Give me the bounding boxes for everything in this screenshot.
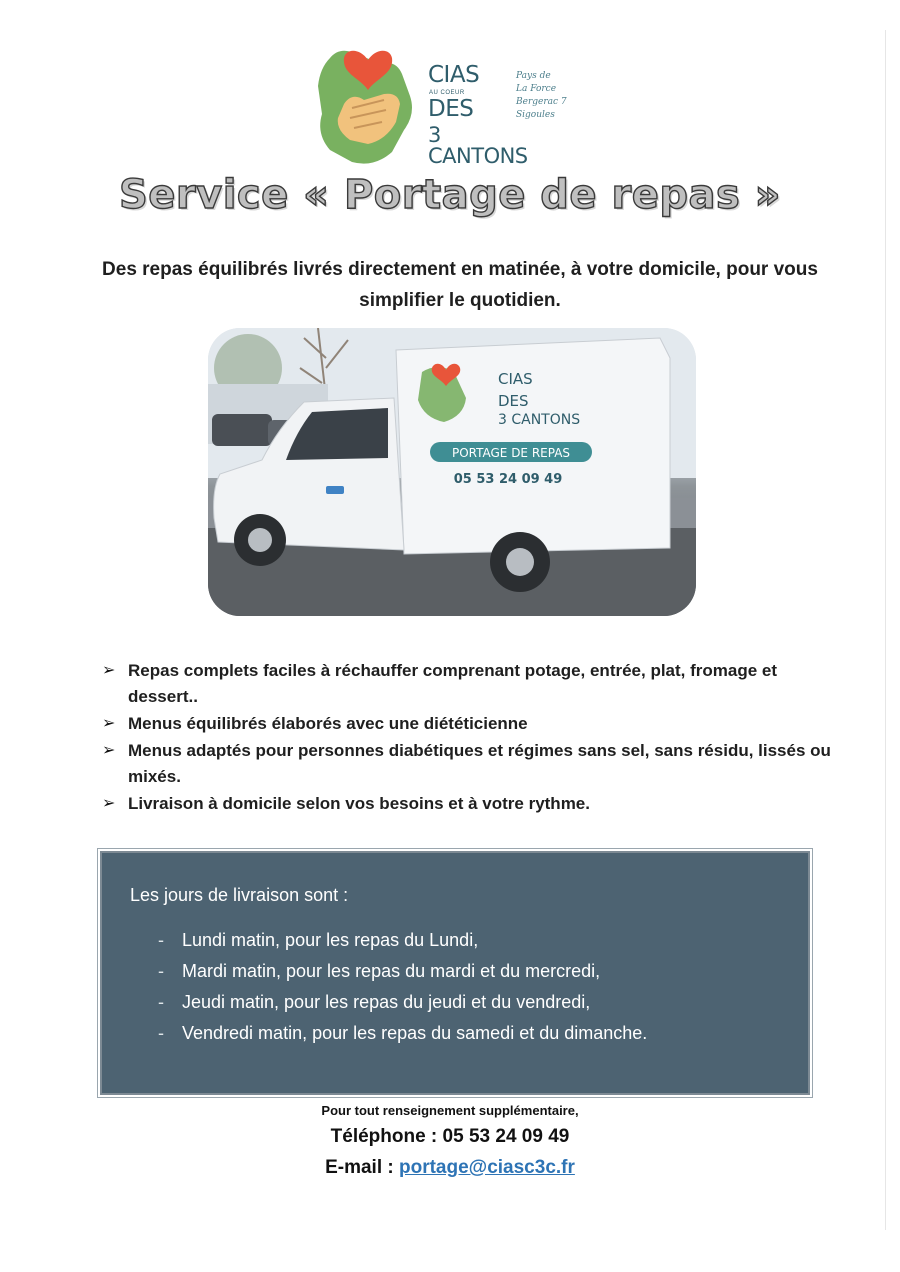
cias-logo — [312, 44, 567, 172]
arrow-bullet-icon: ➢ — [102, 795, 116, 812]
logo-small-text: AU COEUR — [429, 90, 465, 96]
logo-name-line3: 3 CANTONS — [428, 123, 528, 168]
delivery-days-box — [100, 851, 810, 1095]
arrow-bullet-icon: ➢ — [102, 742, 116, 759]
feature-item — [102, 738, 832, 790]
feature-list — [102, 658, 832, 818]
feature-text: Menus adaptés pour personnes diabétiques et régimes sans sel, sans résidu, lissés ou mixés. — [128, 741, 831, 786]
contact-intro: Pour tout renseignement supplémentaire, — [321, 1103, 579, 1118]
logo-name-line1: CIAS — [428, 62, 480, 88]
delivery-day-item: - Jeudi matin, pour les repas du jeudi et du vendredi, — [158, 987, 647, 1018]
email-link[interactable]: portage@ciasc3c.fr — [399, 1157, 575, 1178]
delivery-day-item: - Mardi matin, pour les repas du mardi et du mercredi, — [158, 956, 647, 987]
hand-heart-icon — [312, 44, 427, 172]
intro-text: Des repas équilibrés livrés directement en matinée, à votre domicile, pour vous simplifier le quotidien. — [102, 259, 818, 311]
feature-item — [102, 658, 832, 710]
feature-item — [102, 791, 832, 817]
van-sign-des: DES — [498, 392, 529, 410]
logo-name-line2: DES — [428, 96, 474, 122]
delivery-van-photo — [208, 328, 696, 616]
delivery-days-list — [158, 925, 647, 1049]
logo-territory — [516, 70, 586, 122]
territory-line: Sigoules — [516, 110, 555, 120]
feature-text: Menus équilibrés élaborés avec une diététicienne — [128, 714, 528, 733]
delivery-heading: Les jours de livraison sont : — [130, 885, 349, 905]
delivery-day-item: - Lundi matin, pour les repas du Lundi, — [158, 925, 647, 956]
territory-line: La Force — [516, 84, 557, 94]
van-phone: 05 53 24 09 49 — [453, 472, 563, 487]
page-title: Service « Portage de repas » — [118, 172, 782, 218]
arrow-bullet-icon: ➢ — [102, 715, 116, 732]
contact-email-line — [0, 1157, 900, 1179]
van-sign-cantons: 3 CANTONS — [498, 412, 581, 428]
arrow-bullet-icon: ➢ — [102, 662, 116, 679]
phone-number: 05 53 24 09 49 — [442, 1126, 570, 1147]
territory-line: Bergerac 7 — [516, 97, 567, 107]
delivery-day-item: - Vendredi matin, pour les repas du samedi et du dimanche. — [158, 1018, 647, 1049]
van-banner: PORTAGE DE REPAS — [451, 446, 571, 460]
territory-line: Pays de — [516, 71, 551, 81]
phone-label: Téléphone : — [330, 1126, 438, 1147]
contact-phone-line — [0, 1126, 900, 1148]
feature-text: Livraison à domicile selon vos besoins et à votre rythme. — [128, 794, 590, 813]
feature-item — [102, 711, 832, 737]
feature-text: Repas complets faciles à réchauffer comprenant potage, entrée, plat, fromage et dessert.. — [128, 661, 778, 706]
van-sign-cias: CIAS — [498, 370, 533, 388]
email-label: E-mail : — [325, 1157, 394, 1178]
